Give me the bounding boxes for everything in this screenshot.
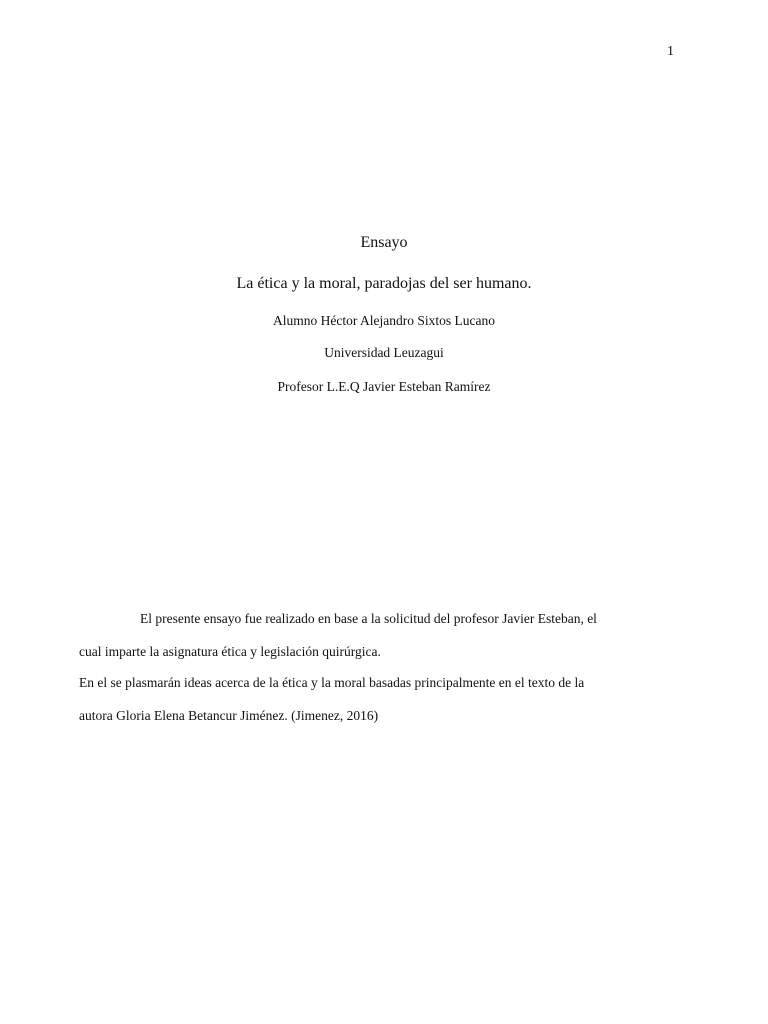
university-line: Universidad Leuzagui [324,345,444,360]
body-line-2: cual imparte la asignatura ética y legislación quirúrgica. [79,644,381,659]
document-title: La ética y la moral, paradojas del ser humano. [236,275,532,292]
page-number: 1 [667,44,674,59]
document-type: Ensayo [360,234,408,251]
body-line-3: En el se plasmarán ideas acerca de la ética y la moral basadas principalmente en el texto de la [79,675,585,690]
body-line-4: autora Gloria Elena Betancur Jiménez. (Jimenez, 2016) [79,708,379,723]
body-paragraph [79,611,699,741]
professor-line: Profesor L.E.Q Javier Esteban Ramírez [277,379,491,394]
author-line: Alumno Héctor Alejandro Sixtos Lucano [273,313,495,328]
body-line-1: El presente ensayo fue realizado en base a la solicitud del profesor Javier Esteban, el [140,611,597,626]
